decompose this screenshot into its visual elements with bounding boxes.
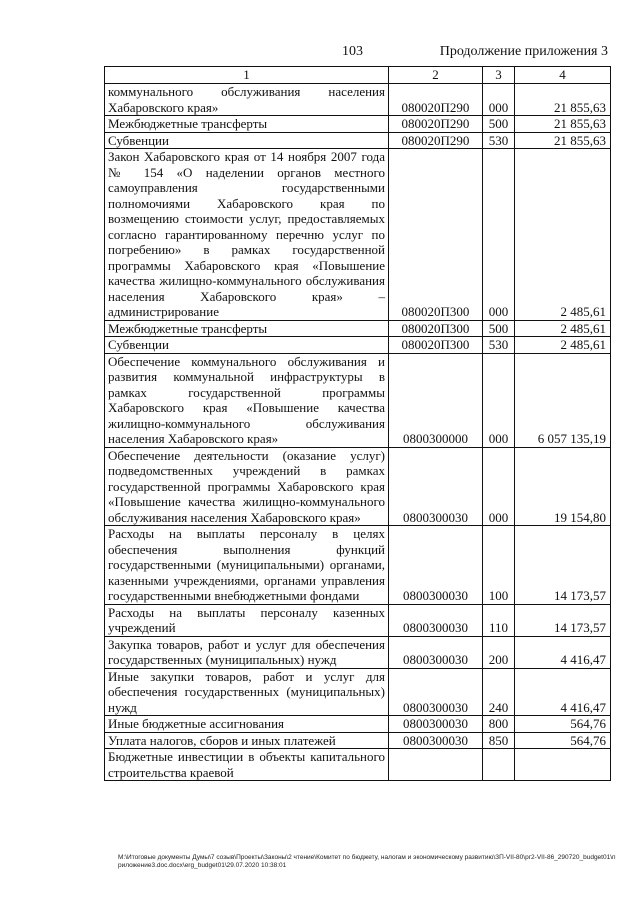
row-code-cell: 080020П300 (389, 320, 483, 337)
row-sum-cell: 6 057 135,19 (515, 353, 611, 447)
row-name-cell: Закон Хабаровского края от 14 ноября 2007 года № 154 «О наделении органов местного самоуправления государственными полномочиями Хабаровского края по возмещению стоимости услуг, предоставляемых согласно гарантированному перечню услуг по погребению» в рамках государственной программы Хабаровского края «Повышение качества жилищно-коммунального обслуживания населения Хабаровского края» – администрирование (105, 149, 389, 321)
row-name-cell: коммунального обслуживания населения Хабаровского края» (105, 84, 389, 116)
continuation-label: Продолжение приложения 3 (439, 44, 608, 59)
row-name-cell: Закупка товаров, работ и услуг для обеспечения государственных (муниципальных) нужд (105, 636, 389, 668)
row-name-cell: Расходы на выплаты персоналу казенных учреждений (105, 604, 389, 636)
column-header-1: 1 (105, 67, 389, 84)
row-kind-cell: 000 (483, 149, 515, 321)
row-kind-cell: 530 (483, 132, 515, 149)
row-code-cell (389, 749, 483, 781)
row-sum-cell: 564,76 (515, 716, 611, 733)
table-row (105, 636, 611, 668)
row-code-cell: 0800300000 (389, 353, 483, 447)
table-row (105, 84, 611, 116)
row-kind-cell: 000 (483, 84, 515, 116)
row-kind-cell: 240 (483, 668, 515, 716)
table-row (105, 353, 611, 447)
row-kind-cell: 850 (483, 732, 515, 749)
table-row (105, 320, 611, 337)
row-code-cell: 0800300030 (389, 526, 483, 605)
file-path-footer: M:\Итоговые документы Думы\7 созыв\Проекты\Законы\2 чтение\Комитет по бюджету, налогам и экономическому развитию\ЗП-VII-80\рг2-VII-86_290720_budget01\приложение3.doc.docx\erg_budget01\29.07.2020 10:38:01 (118, 854, 616, 869)
row-code-cell: 080020П300 (389, 337, 483, 354)
row-kind-cell: 500 (483, 116, 515, 133)
row-kind-cell: 500 (483, 320, 515, 337)
column-header-4: 4 (515, 67, 611, 84)
table-row (105, 749, 611, 781)
row-name-cell: Субвенции (105, 132, 389, 149)
row-name-cell: Субвенции (105, 337, 389, 354)
table-row (105, 732, 611, 749)
row-code-cell: 0800300030 (389, 668, 483, 716)
table-row (105, 604, 611, 636)
row-kind-cell: 100 (483, 526, 515, 605)
row-sum-cell: 4 416,47 (515, 636, 611, 668)
row-sum-cell: 14 173,57 (515, 526, 611, 605)
table-row (105, 716, 611, 733)
row-sum-cell: 21 855,63 (515, 132, 611, 149)
row-code-cell: 0800300030 (389, 604, 483, 636)
row-name-cell: Обеспечение коммунального обслуживания и развития коммунальной инфраструктуры в рамках государственной программы Хабаровского края «Повышение качества жилищно-коммунального обслуживания населения Хабаровского края» (105, 353, 389, 447)
row-name-cell: Иные бюджетные ассигнования (105, 716, 389, 733)
row-kind-cell: 530 (483, 337, 515, 354)
row-code-cell: 080020П300 (389, 149, 483, 321)
row-kind-cell: 800 (483, 716, 515, 733)
row-sum-cell: 19 154,80 (515, 447, 611, 526)
column-header-3: 3 (483, 67, 515, 84)
page-header (0, 44, 640, 64)
table-header-row (105, 67, 611, 84)
page-number: 103 (342, 44, 363, 59)
row-name-cell: Иные закупки товаров, работ и услуг для обеспечения государственных (муниципальных) нужд (105, 668, 389, 716)
row-name-cell: Межбюджетные трансферты (105, 116, 389, 133)
row-kind-cell: 000 (483, 447, 515, 526)
row-code-cell: 0800300030 (389, 732, 483, 749)
row-name-cell: Обеспечение деятельности (оказание услуг) подведомственных учреждений в рамках государственной программы Хабаровского края «Повышение качества жилищно-коммунального обслуживания населения Хабаровского края» (105, 447, 389, 526)
column-header-2: 2 (389, 67, 483, 84)
row-code-cell: 080020П290 (389, 132, 483, 149)
table-row (105, 116, 611, 133)
row-kind-cell (483, 749, 515, 781)
row-sum-cell: 4 416,47 (515, 668, 611, 716)
table-row (105, 526, 611, 605)
row-kind-cell: 200 (483, 636, 515, 668)
row-sum-cell: 14 173,57 (515, 604, 611, 636)
row-code-cell: 0800300030 (389, 716, 483, 733)
row-name-cell: Уплата налогов, сборов и иных платежей (105, 732, 389, 749)
table-row (105, 149, 611, 321)
table-row (105, 447, 611, 526)
row-kind-cell: 110 (483, 604, 515, 636)
row-code-cell: 080020П290 (389, 84, 483, 116)
row-sum-cell: 564,76 (515, 732, 611, 749)
row-sum-cell: 2 485,61 (515, 149, 611, 321)
row-sum-cell: 21 855,63 (515, 84, 611, 116)
table-row (105, 337, 611, 354)
table-row (105, 132, 611, 149)
row-code-cell: 0800300030 (389, 447, 483, 526)
row-name-cell: Бюджетные инвестиции в объекты капитального строительства краевой (105, 749, 389, 781)
row-sum-cell (515, 749, 611, 781)
row-sum-cell: 21 855,63 (515, 116, 611, 133)
row-name-cell: Межбюджетные трансферты (105, 320, 389, 337)
table-row (105, 668, 611, 716)
row-sum-cell: 2 485,61 (515, 320, 611, 337)
row-sum-cell: 2 485,61 (515, 337, 611, 354)
row-kind-cell: 000 (483, 353, 515, 447)
row-code-cell: 080020П290 (389, 116, 483, 133)
row-name-cell: Расходы на выплаты персоналу в целях обеспечения выполнения функций государственными (муниципальными) органами, казенными учреждениями, органами управления государственными внебюджетными фондами (105, 526, 389, 605)
row-code-cell: 0800300030 (389, 636, 483, 668)
budget-table (104, 66, 611, 781)
